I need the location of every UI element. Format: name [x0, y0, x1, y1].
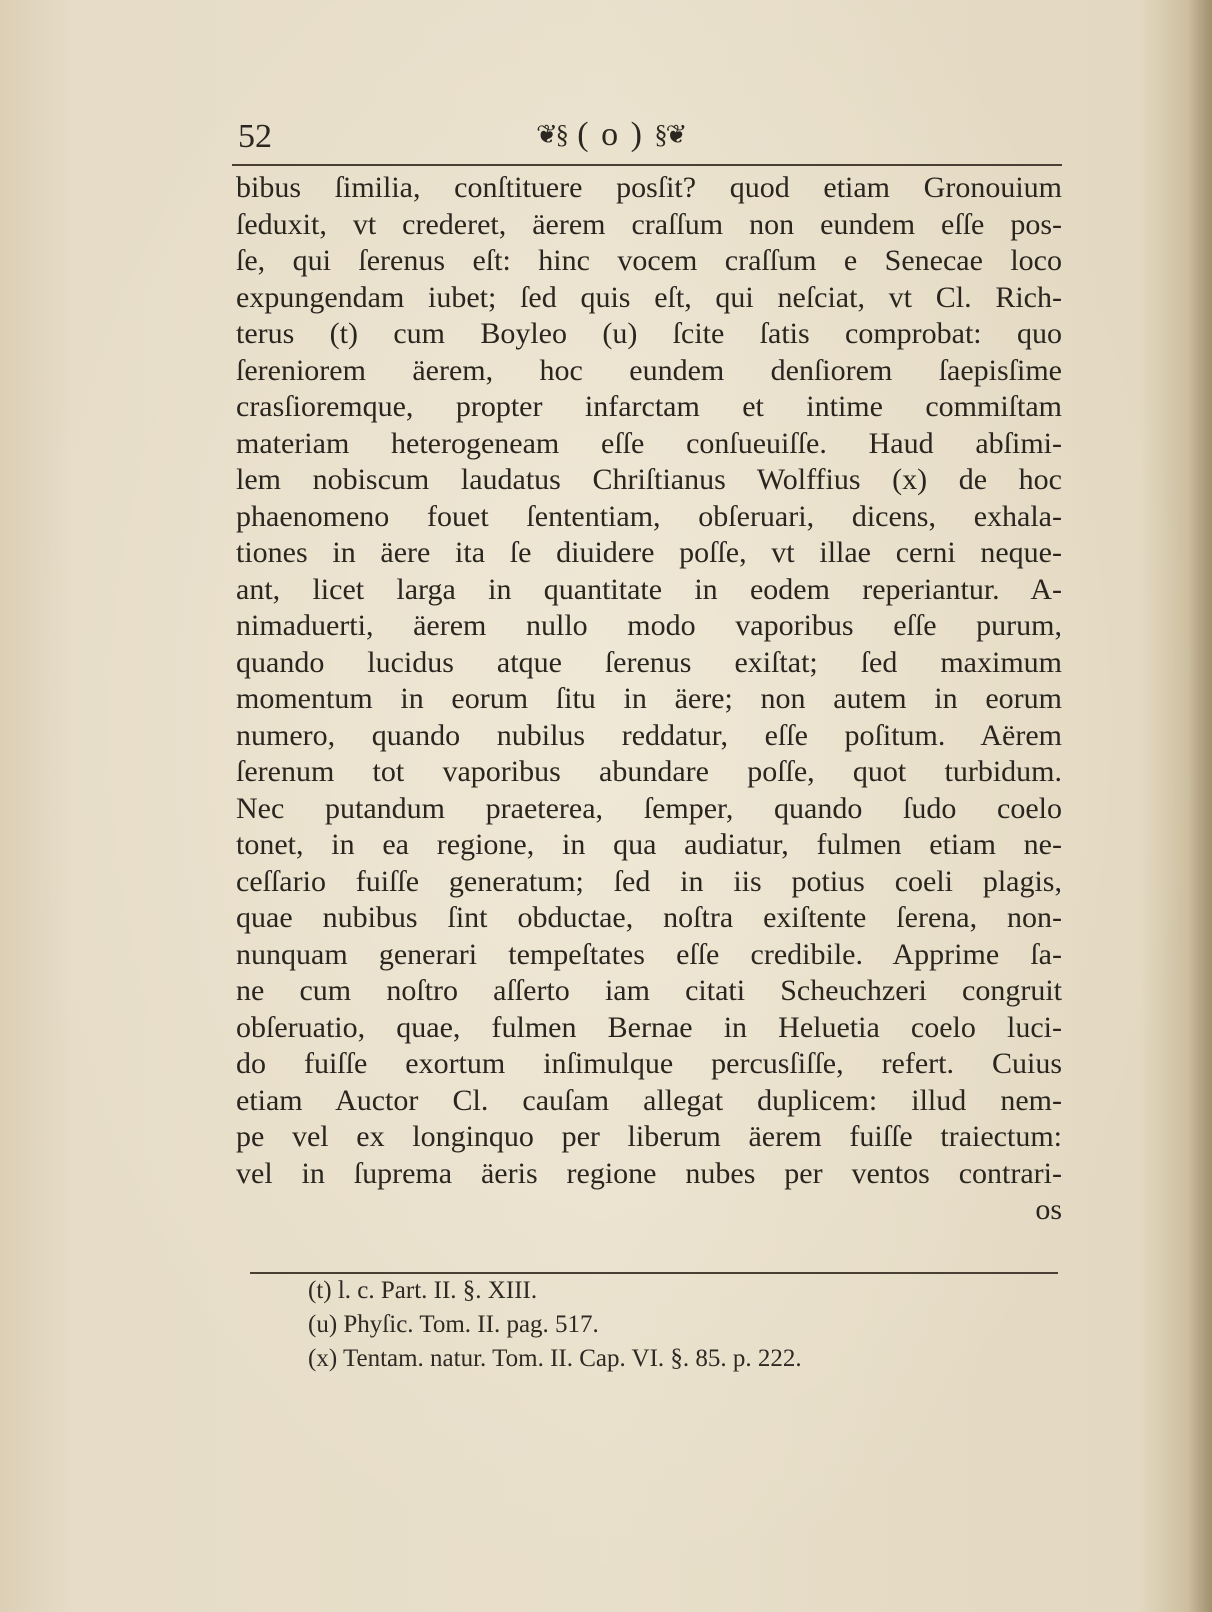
text-line: Nec putandum praeterea, ſemper, quando ſudo coelo: [236, 791, 1062, 825]
text-line: bibus ſimilia, conſtituere posſit? quod etiam Gronouium: [236, 171, 1062, 204]
header-rule: [232, 164, 1062, 166]
text-line: numero, quando nubilus reddatur, eſſe poſitum. Aërem: [236, 718, 1062, 752]
text-line: momentum in eorum ſitu in äere; non autem in eorum: [236, 682, 1062, 715]
page-number: 52: [238, 118, 272, 155]
text-line: pe vel ex longinquo per liberum äerem fuiſſe traiectum:: [236, 1120, 1062, 1153]
ornament-right-icon: §❦: [654, 120, 686, 149]
footnote-u: (u) Phyſic. Tom. II. pag. 517.: [308, 1311, 599, 1338]
text-line: tonet, in ea regione, in qua audiatur, fulmen etiam ne-: [236, 828, 1062, 861]
text-line: ſe, qui ſerenus eſt: hinc vocem craſſum e Senecae loco: [236, 244, 1062, 277]
running-head-text: ( o ): [577, 116, 644, 153]
ornament-left-icon: ❦§: [536, 120, 567, 149]
text-line: nimaduerti, äerem nullo modo vaporibus eſſe purum,: [236, 609, 1062, 642]
text-line: obſeruatio, quae, fulmen Bernae in Heluetia coelo luci-: [236, 1010, 1062, 1044]
text-line: ſeduxit, vt crederet, äerem craſſum non eundem eſſe pos-: [236, 207, 1062, 241]
text-line: do fuiſſe exortum inſimulque percusſiſſe, refert. Cuius: [236, 1047, 1062, 1080]
text-line: lem nobiscum laudatus Chriſtianus Wolffius (x) de hoc: [236, 463, 1062, 496]
footnote-x: (x) Tentam. natur. Tom. II. Cap. VI. §. 85. p. 222.: [308, 1345, 802, 1372]
body-text: [236, 170, 1062, 1229]
footnotes: [308, 1274, 1008, 1376]
catchword: os: [1035, 1193, 1062, 1226]
text-line: phaenomeno fouet ſententiam, obſeruari, dicens, exhala-: [236, 499, 1062, 533]
text-line: quando lucidus atque ſerenus exiſtat; ſed maximum: [236, 645, 1062, 679]
text-line: crasſioremque, propter infarctam et intime commiſtam: [236, 390, 1062, 423]
text-line: tiones in äere ita ſe diuidere poſſe, vt illae cerni neque-: [236, 536, 1062, 569]
text-line: terus (t) cum Boyleo (u) ſcite ſatis comprobat: quo: [236, 317, 1062, 350]
text-line: vel in ſuprema äeris regione nubes per ventos contrari-: [236, 1156, 1062, 1190]
text-line: ne cum noſtro aſſerto iam citati Scheuchzeri congruit: [236, 974, 1062, 1007]
text-line: nunquam generari tempeſtates eſſe credibile. Apprime ſa-: [236, 937, 1062, 971]
text-line: etiam Auctor Cl. cauſam allegat duplicem: illud nem-: [236, 1083, 1062, 1117]
page-header: [236, 112, 1060, 164]
text-line: ſerenum tot vaporibus abundare poſſe, quot turbidum.: [236, 755, 1062, 788]
text-line: quae nubibus ſint obductae, noſtra exiſtente ſerena, non-: [236, 901, 1062, 934]
text-line: ſereniorem äerem, hoc eundem denſiorem ſaepisſime: [236, 353, 1062, 387]
text-line: materiam heterogeneam eſſe conſueuiſſe. Haud abſimi-: [236, 426, 1062, 460]
text-line: ceſſario fuiſſe generatum; ſed in iis potius coeli plagis,: [236, 864, 1062, 898]
footnote-t: (t) l. c. Part. II. §. XIII.: [308, 1277, 538, 1304]
text-line: expungendam iubet; ſed quis eſt, qui neſciat, vt Cl. Rich-: [236, 280, 1062, 314]
running-head: [536, 116, 685, 154]
text-line: ant, licet larga in quantitate in eodem reperiantur. A-: [236, 572, 1062, 606]
page-edge-shadow: [1188, 0, 1212, 1612]
